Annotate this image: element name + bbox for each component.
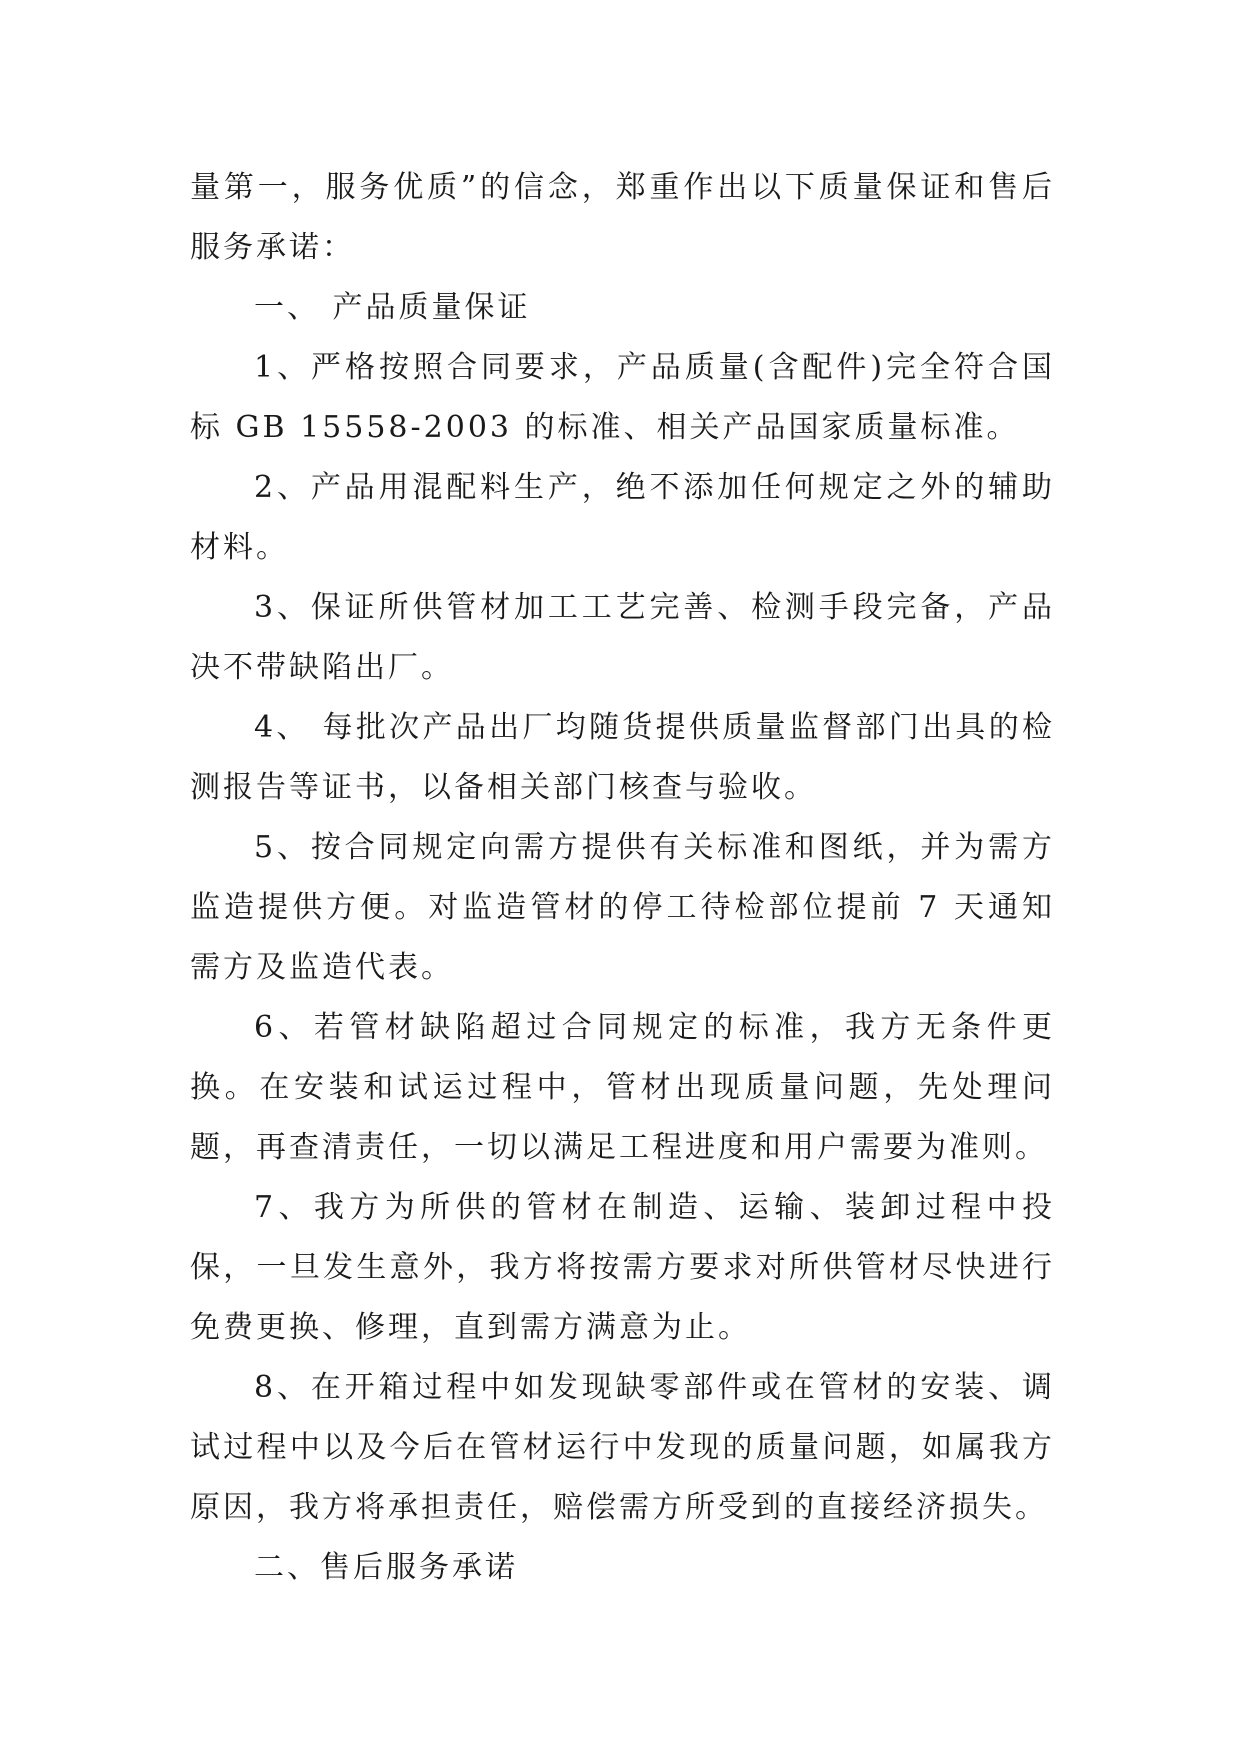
paragraph-item-7: 7、我方为所供的管材在制造、运输、装卸过程中投保，一旦发生意外，我方将按需方要求对所供管材尽快进行免费更换、修理，直到需方满意为止。	[190, 1190, 1055, 1345]
paragraph-item-5: 5、按合同规定向需方提供有关标准和图纸，并为需方监造提供方便。对监造管材的停工待检部位提前 7 天通知需方及监造代表。	[190, 830, 1055, 985]
paragraph-item-2: 2、产品用混配料生产，绝不添加任何规定之外的辅助材料。	[190, 470, 1055, 565]
paragraph-item-3: 3、保证所供管材加工工艺完善、检测手段完备，产品决不带缺陷出厂。	[190, 590, 1055, 685]
paragraph-item-8: 8、在开箱过程中如发现缺零部件或在管材的安装、调试过程中以及今后在管材运行中发现的质量问题，如属我方原因，我方将承担责任，赔偿需方所受到的直接经济损失。	[190, 1370, 1055, 1525]
paragraph-item-1: 1、严格按照合同要求，产品质量(含配件)完全符合国标 GB 15558-2003 的标准、相关产品国家质量标准。	[190, 350, 1055, 445]
section-heading-quality: 一、 产品质量保证	[254, 290, 531, 325]
section-heading-after-sales: 二、售后服务承诺	[254, 1550, 518, 1585]
paragraph-continuation: 量第一，服务优质”的信念，郑重作出以下质量保证和售后服务承诺：	[190, 170, 1055, 265]
document-body	[190, 158, 1055, 1598]
paragraph-item-6: 6、若管材缺陷超过合同规定的标准，我方无条件更换。在安装和试运过程中，管材出现质量问题，先处理问题，再查清责任，一切以满足工程进度和用户需要为准则。	[190, 1010, 1055, 1165]
paragraph-item-4: 4、 每批次产品出厂均随货提供质量监督部门出具的检测报告等证书，以备相关部门核查与验收。	[190, 710, 1055, 805]
